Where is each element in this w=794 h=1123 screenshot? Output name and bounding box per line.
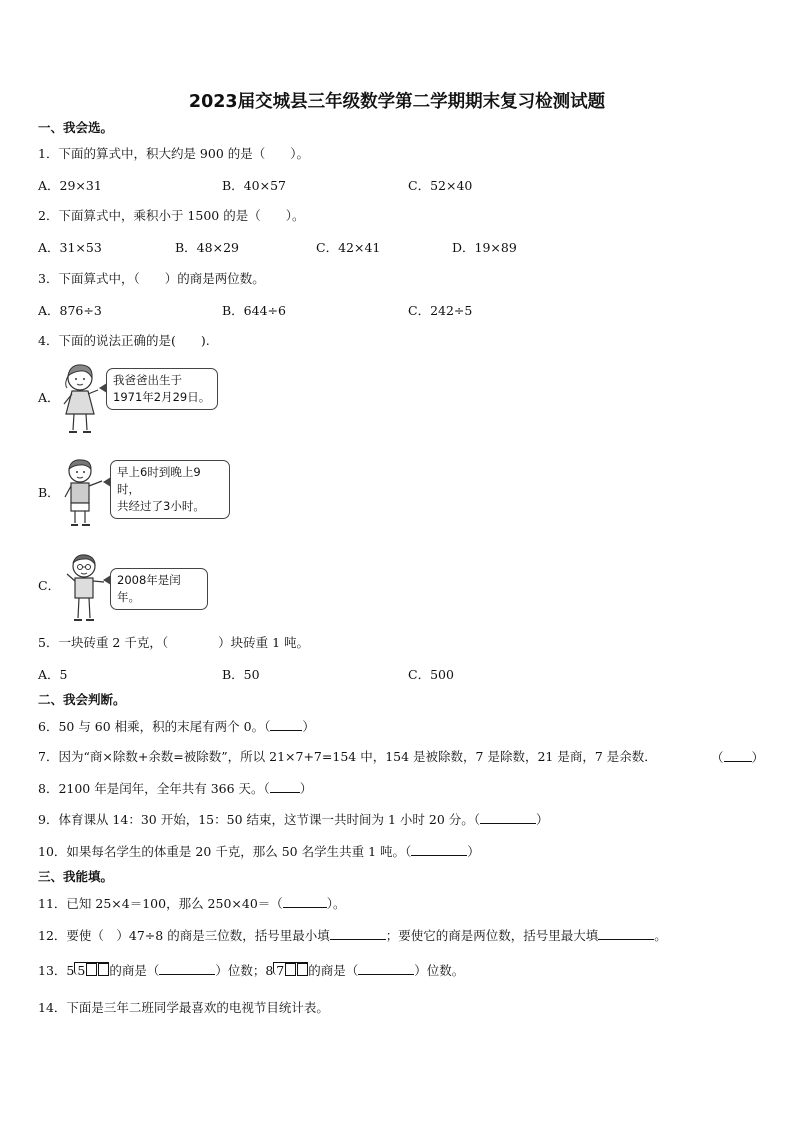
q4-option-a-label[interactable]: A． <box>38 390 60 405</box>
q5-option-c[interactable]: C．500 <box>408 667 454 682</box>
answer-blank-12b[interactable] <box>598 927 654 940</box>
answer-blank-13b[interactable] <box>358 962 414 975</box>
divisor-2: 8 <box>265 963 274 978</box>
question-11-text: 11．已知 25×4＝100，那么 250×40＝（ <box>38 896 283 911</box>
question-12-end: 。 <box>654 928 667 943</box>
boy-glasses-illustration <box>64 552 106 626</box>
question-13-text-1: 的商是（ <box>109 963 160 978</box>
answer-blank-10[interactable] <box>411 843 467 856</box>
question-8 <box>38 780 312 797</box>
long-division-2 <box>273 962 308 979</box>
bubble-tail-b <box>103 477 111 487</box>
q5-option-a[interactable]: A．5 <box>38 667 68 682</box>
dividend-digit-2: 7 <box>276 963 285 978</box>
question-13 <box>38 962 464 979</box>
question-6-text: 6．50 与 60 相乘，积的末尾有两个 0。（ <box>38 719 271 734</box>
bubble-b-line-2: 共经过了3小时。 <box>117 499 205 513</box>
question-7-text: 7．因为“商×除数+余数=被除数”，所以 21×7+7=154 中，154 是被除数，7 是除数，21 是商，7 是余数． <box>38 749 657 764</box>
q1-option-c[interactable]: C．52×40 <box>408 178 473 193</box>
question-4-stem: 4．下面的说法正确的是( ). <box>38 333 210 348</box>
answer-blank-6[interactable] <box>270 718 302 731</box>
long-division-1 <box>74 962 109 979</box>
page-title: 2023届交城县三年级数学第二学期期末复习检测试题 <box>188 92 606 112</box>
answer-blank-11[interactable] <box>283 895 327 908</box>
question-10 <box>38 843 480 860</box>
question-7-answer <box>711 749 764 766</box>
q2-option-a[interactable]: A．31×53 <box>38 240 102 255</box>
q3-option-a[interactable]: A．876÷3 <box>38 303 102 318</box>
section-heading-fill: 三、我能填。 <box>38 869 114 884</box>
close-paren: ） <box>467 844 480 859</box>
q5-option-b[interactable]: B．50 <box>222 667 260 682</box>
speech-bubble-c <box>110 568 208 610</box>
question-12-text-2: ；要使它的商是两位数，括号里最大填 <box>385 928 599 943</box>
question-10-text: 10．如果每名学生的体重是 20 千克，那么 50 名学生共重 1 吨。（ <box>38 844 412 859</box>
q3-option-b[interactable]: B．644÷6 <box>222 303 286 318</box>
close-paren: ） <box>299 781 313 796</box>
bubble-a-line-1: 我爸爸出生于 <box>113 373 182 387</box>
close-paren: ） <box>536 812 549 827</box>
bubble-b-line-1: 早上6时到晚上9时， <box>117 465 201 496</box>
section-heading-choice: 一、我会选。 <box>38 120 114 135</box>
girl-illustration <box>60 362 102 438</box>
question-13-text-4: ）位数。 <box>414 963 465 978</box>
question-11 <box>38 895 346 912</box>
divisor-1: 5 <box>66 963 75 978</box>
q1-option-b[interactable]: B．40×57 <box>222 178 286 193</box>
digit-box[interactable] <box>86 963 97 976</box>
digit-box[interactable] <box>98 963 109 976</box>
question-12 <box>38 927 667 944</box>
question-2-stem: 2．下面算式中，乘积小于 1500 的是（ ）。 <box>38 208 305 223</box>
q1-option-a[interactable]: A．29×31 <box>38 178 102 193</box>
q2-option-b[interactable]: B．48×29 <box>175 240 239 255</box>
answer-blank-13a[interactable] <box>159 962 215 975</box>
boy-illustration <box>62 457 106 531</box>
question-14-text: 14．下面是三年二班同学最喜欢的电视节目统计表。 <box>38 1000 329 1015</box>
dividend-digit-1: 5 <box>77 963 86 978</box>
question-9 <box>38 811 549 828</box>
speech-bubble-a <box>106 368 218 410</box>
question-13-number: 13． <box>38 963 67 978</box>
q4-option-c-label[interactable]: C． <box>38 578 61 593</box>
question-8-text: 8．2100 年是闰年，全年共有 366 天。（ <box>38 781 270 796</box>
answer-blank-12a[interactable] <box>330 927 386 940</box>
open-paren: （ <box>711 750 724 765</box>
answer-blank-8[interactable] <box>270 780 300 793</box>
bubble-a-line-2: 1971年2月29日。 <box>113 390 211 404</box>
section-heading-judge: 二、我会判断。 <box>38 692 126 707</box>
answer-blank-9[interactable] <box>480 811 536 824</box>
question-6 <box>38 718 315 735</box>
q2-option-d[interactable]: D．19×89 <box>452 240 517 255</box>
question-1-stem: 1．下面的算式中，积大约是 900 的是（ ）。 <box>38 146 310 161</box>
close-paren: ） <box>302 719 315 734</box>
q3-option-c[interactable]: C．242÷5 <box>408 303 473 318</box>
digit-box[interactable] <box>297 963 308 976</box>
question-11-end: ）。 <box>326 896 346 911</box>
question-3-stem: 3．下面算式中，（ ）的商是两位数。 <box>38 271 265 286</box>
bubble-tail-c <box>103 575 111 585</box>
question-12-text-1: 12．要使（ ）47÷8 的商是三位数，括号里最小填 <box>38 928 330 943</box>
q2-option-c[interactable]: C．42×41 <box>316 240 381 255</box>
question-13-text-2: ）位数； <box>215 963 266 978</box>
bubble-c-line-1: 2008年是闰年。 <box>117 573 181 604</box>
question-5-stem: 5．一块砖重 2 千克，（ ）块砖重 1 吨。 <box>38 635 310 650</box>
q4-option-b-label[interactable]: B． <box>38 485 60 500</box>
bubble-tail-a <box>99 383 107 393</box>
speech-bubble-b <box>110 460 230 519</box>
answer-blank-7[interactable] <box>724 749 752 762</box>
question-13-text-3: 的商是（ <box>308 963 359 978</box>
digit-box[interactable] <box>285 963 296 976</box>
close-paren: ） <box>751 750 765 765</box>
question-9-text: 9．体育课从 14：30 开始，15：50 结束，这节课一共时间为 1 小时 20 分。（ <box>38 812 480 827</box>
